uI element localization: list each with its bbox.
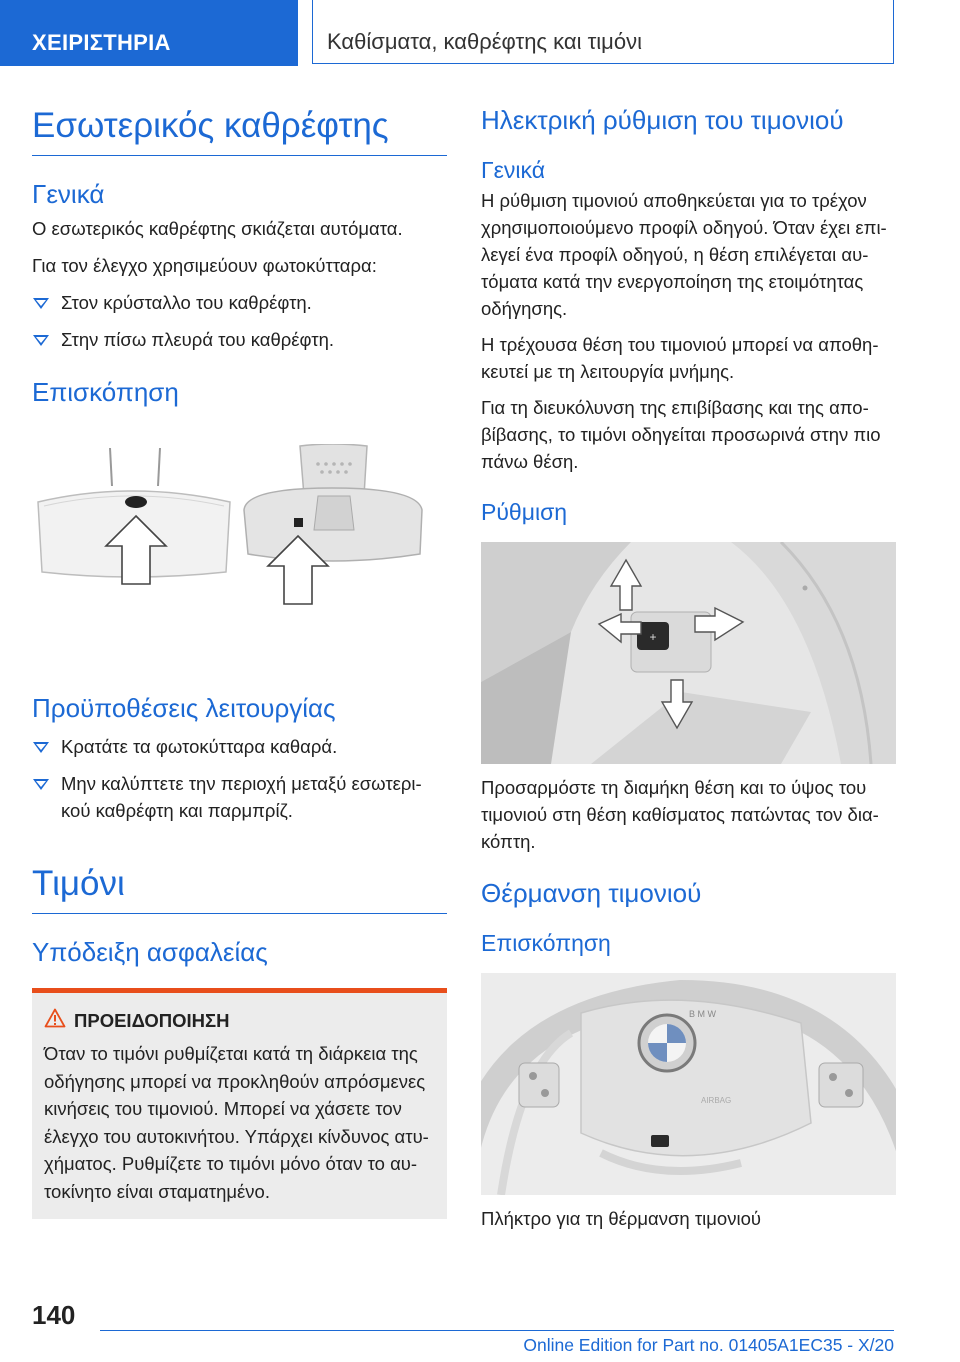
general-heading: Γενικά	[32, 179, 105, 209]
bullet-triangle-icon	[33, 298, 49, 309]
overview-heading: Επισκόπηση	[32, 377, 179, 407]
bullet-triangle-icon	[33, 779, 49, 790]
warning-text: Όταν το τιμόνι ρυθμίζεται κατά τη διάρκεια της οδήγησης μπορεί να προκληθούν απρόσμενες κινήσεις του τιμονιού. Μπορεί να χάσετε τον έλεγχο του αυτοκινήτου. Υπάρχει κίνδυνος ατυ-χήματος. Ρυθμίζετε το τιμόνι μόνο όταν το αυ-τοκίνητο είναι σταματημένο.	[44, 1043, 429, 1202]
bullet-triangle-icon	[33, 335, 49, 346]
bullet-triangle-icon	[33, 742, 49, 753]
heating-heading: Θέρμανση τιμονιού	[481, 878, 702, 908]
steering-switch-illustration	[481, 542, 896, 764]
general-text-3: Για τη διευκόλυνση της επιβίβασης και της απο-βίβασης, το τιμόνι οδηγείται προσωρινά στην πιο πάνω θέση.	[481, 397, 881, 472]
mirror-heading: Εσωτερικός καθρέφτης	[32, 106, 447, 156]
svg-text:B M W: B M W	[689, 1009, 716, 1019]
electric-adjust-heading: Ηλεκτρική ρύθμιση του τιμονιού	[481, 105, 844, 135]
warning-triangle-icon	[44, 1008, 66, 1028]
general-text-2: Για τον έλεγχο χρησιμεύουν φωτοκύτταρα:	[32, 255, 377, 276]
adjust-heading: Ρύθμιση	[481, 499, 568, 525]
heating-caption: Πλήκτρο για τη θέρμανση τιμονιού	[481, 1208, 761, 1229]
mirror-illustration	[32, 444, 447, 654]
steering-wheel-illustration	[481, 973, 896, 1195]
general-heading: Γενικά	[481, 157, 546, 183]
steering-heading: Τιμόνι	[32, 864, 447, 914]
page-number: 140	[32, 1300, 76, 1330]
list-item: Στην πίσω πλευρά του καθρέφτη.	[32, 326, 447, 353]
adjust-text: Προσαρμόστε τη διαμήκη θέση και το ύψος του τιμονιού στη θέση καθίσματος πατώντας τον δια-κόπτη.	[481, 777, 879, 852]
warning-box	[32, 988, 447, 1219]
steering-wheel-photo	[481, 973, 896, 1195]
edition-note: Online Edition for Part no. 01405A1EC35 - X/20	[523, 1335, 894, 1355]
svg-text:AIRBAG: AIRBAG	[701, 1096, 732, 1105]
mirror-photo-cells-illustration	[32, 444, 447, 654]
steering-switch-photo	[481, 542, 896, 764]
right-column	[481, 66, 896, 1232]
heating-overview-heading: Επισκόπηση	[481, 930, 611, 956]
list-item: Κρατάτε τα φωτοκύτταρα καθαρά.	[32, 733, 447, 760]
general-text-2: Η τρέχουσα θέση του τιμονιού μπορεί να αποθη-κευτεί με τη λειτουργία μνήμης.	[481, 334, 879, 382]
footer-rule	[100, 1330, 894, 1331]
page-header	[0, 0, 960, 66]
safety-heading: Υπόδειξη ασφαλείας	[32, 937, 268, 967]
left-column	[32, 66, 447, 1219]
general-text-1: Η ρύθμιση τιμονιού αποθηκεύεται για το τρέχον χρησιμοποιούμενο προφίλ οδηγού. Όταν έχει επι-λεγεί ένα προφίλ οδηγού, η θέση επιλέγεται αυ-τόματα κατά την ενεργοποίηση της ετοιμότητας οδήγησης.	[481, 190, 887, 319]
general-text-1: Ο εσωτερικός καθρέφτης σκιάζεται αυτόματα.	[32, 218, 403, 239]
section-tab: ΧΕΙΡΙΣΤΗΡΙΑ	[0, 0, 298, 66]
svg-text:+: +	[649, 630, 657, 644]
requirements-heading: Προϋποθέσεις λειτουργίας	[32, 693, 336, 723]
list-item: Στον κρύσταλλο του καθρέφτη.	[32, 289, 447, 316]
list-item: Μην καλύπτετε την περιοχή μεταξύ εσωτερι-κού καθρέφτη και παρμπρίζ.	[32, 770, 437, 824]
chapter-title: Καθίσματα, καθρέφτης και τιμόνι	[312, 0, 894, 64]
warning-title: ΠΡΟΕΙΔΟΠΟΙΗΣΗ	[44, 1007, 435, 1034]
page-footer	[0, 1290, 960, 1362]
